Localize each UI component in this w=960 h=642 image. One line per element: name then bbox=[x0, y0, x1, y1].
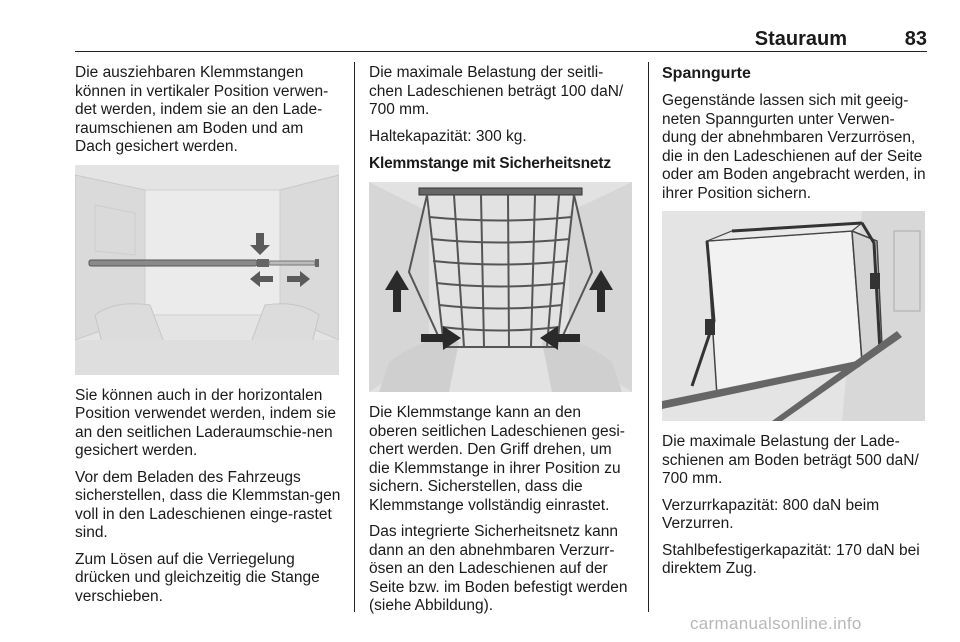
col1-paragraph-3: Vor dem Beladen des Fahrzeugs sicherstellen, dass die Klemmstan-gen voll in den Ladeschienen einge-rastet sind. bbox=[75, 468, 341, 541]
figure-tie-down-straps bbox=[662, 211, 925, 421]
col2-heading: Klemmstange mit Sicherheitsnetz bbox=[369, 155, 611, 172]
safety-net-illustration bbox=[369, 182, 632, 392]
column-1 bbox=[75, 64, 341, 614]
clamp-bar-illustration bbox=[75, 165, 339, 375]
page-number: 83 bbox=[904, 28, 927, 50]
col1-paragraph-1: Die ausziehbaren Klemmstangen können in vertikaler Position verwen-det werden, indem sie an den Lade-raumschienen am Boden und am Dach gesichert werden. bbox=[75, 64, 329, 155]
column-divider-2 bbox=[648, 62, 649, 612]
watermark: carmanualsonline.info bbox=[690, 614, 862, 633]
figure-clamp-bar bbox=[75, 165, 339, 375]
col1-paragraph-2: Sie können auch in der horizontalen Position verwendet werden, indem sie an den seitlichen Laderaumschie-nen gesichert werden. bbox=[75, 386, 337, 459]
col2-paragraph-2: Haltekapazität: 300 kg. bbox=[369, 127, 527, 145]
column-3 bbox=[662, 64, 928, 587]
column-divider-1 bbox=[354, 62, 355, 612]
col3-paragraph-2: Die maximale Belastung der Lade-schienen am Boden beträgt 500 daN/ 700 mm. bbox=[662, 433, 919, 487]
col3-paragraph-3: Verzurrkapazität: 800 daN beim Verzurren. bbox=[662, 496, 880, 532]
col3-heading: Spanngurte bbox=[662, 65, 751, 82]
col2-paragraph-1: Die maximale Belastung der seitli-chen Ladeschienen beträgt 100 daN/ 700 mm. bbox=[369, 64, 624, 118]
col3-paragraph-1: Gegenstände lassen sich mit geeig-neten Spanngurten unter Verwen-dung der abnehmbaren Verzurrösen, die in den Ladeschienen auf der Seite oder am Boden angebracht werden, in ihrer Position sichern. bbox=[662, 92, 926, 202]
column-2 bbox=[369, 64, 633, 624]
col2-paragraph-4: Das integrierte Sicherheitsnetz kann dann an den abnehmbaren Verzurr-ösen an den Ladeschienen auf der Seite bzw. im Boden befestigt werden (siehe Abbildung). bbox=[369, 523, 628, 614]
straps-illustration bbox=[662, 211, 925, 421]
page-header bbox=[75, 28, 927, 52]
col2-paragraph-3: Die Klemmstange kann an den oberen seitlichen Ladeschienen gesi-chert werden. Den Griff drehen, um die Klemmstange in ihrer Position zu sichern. Sicherstellen, dass die Klemmstange vollständig einrastet. bbox=[369, 404, 625, 514]
figure-safety-net bbox=[369, 182, 632, 392]
col1-paragraph-4: Zum Lösen auf die Verriegelung drücken und gleichzeitig die Stange verschieben. bbox=[75, 550, 320, 605]
section-title: Stauraum bbox=[754, 28, 847, 50]
col3-paragraph-4: Stahlbefestigerkapazität: 170 daN bei direktem Zug. bbox=[662, 541, 920, 577]
